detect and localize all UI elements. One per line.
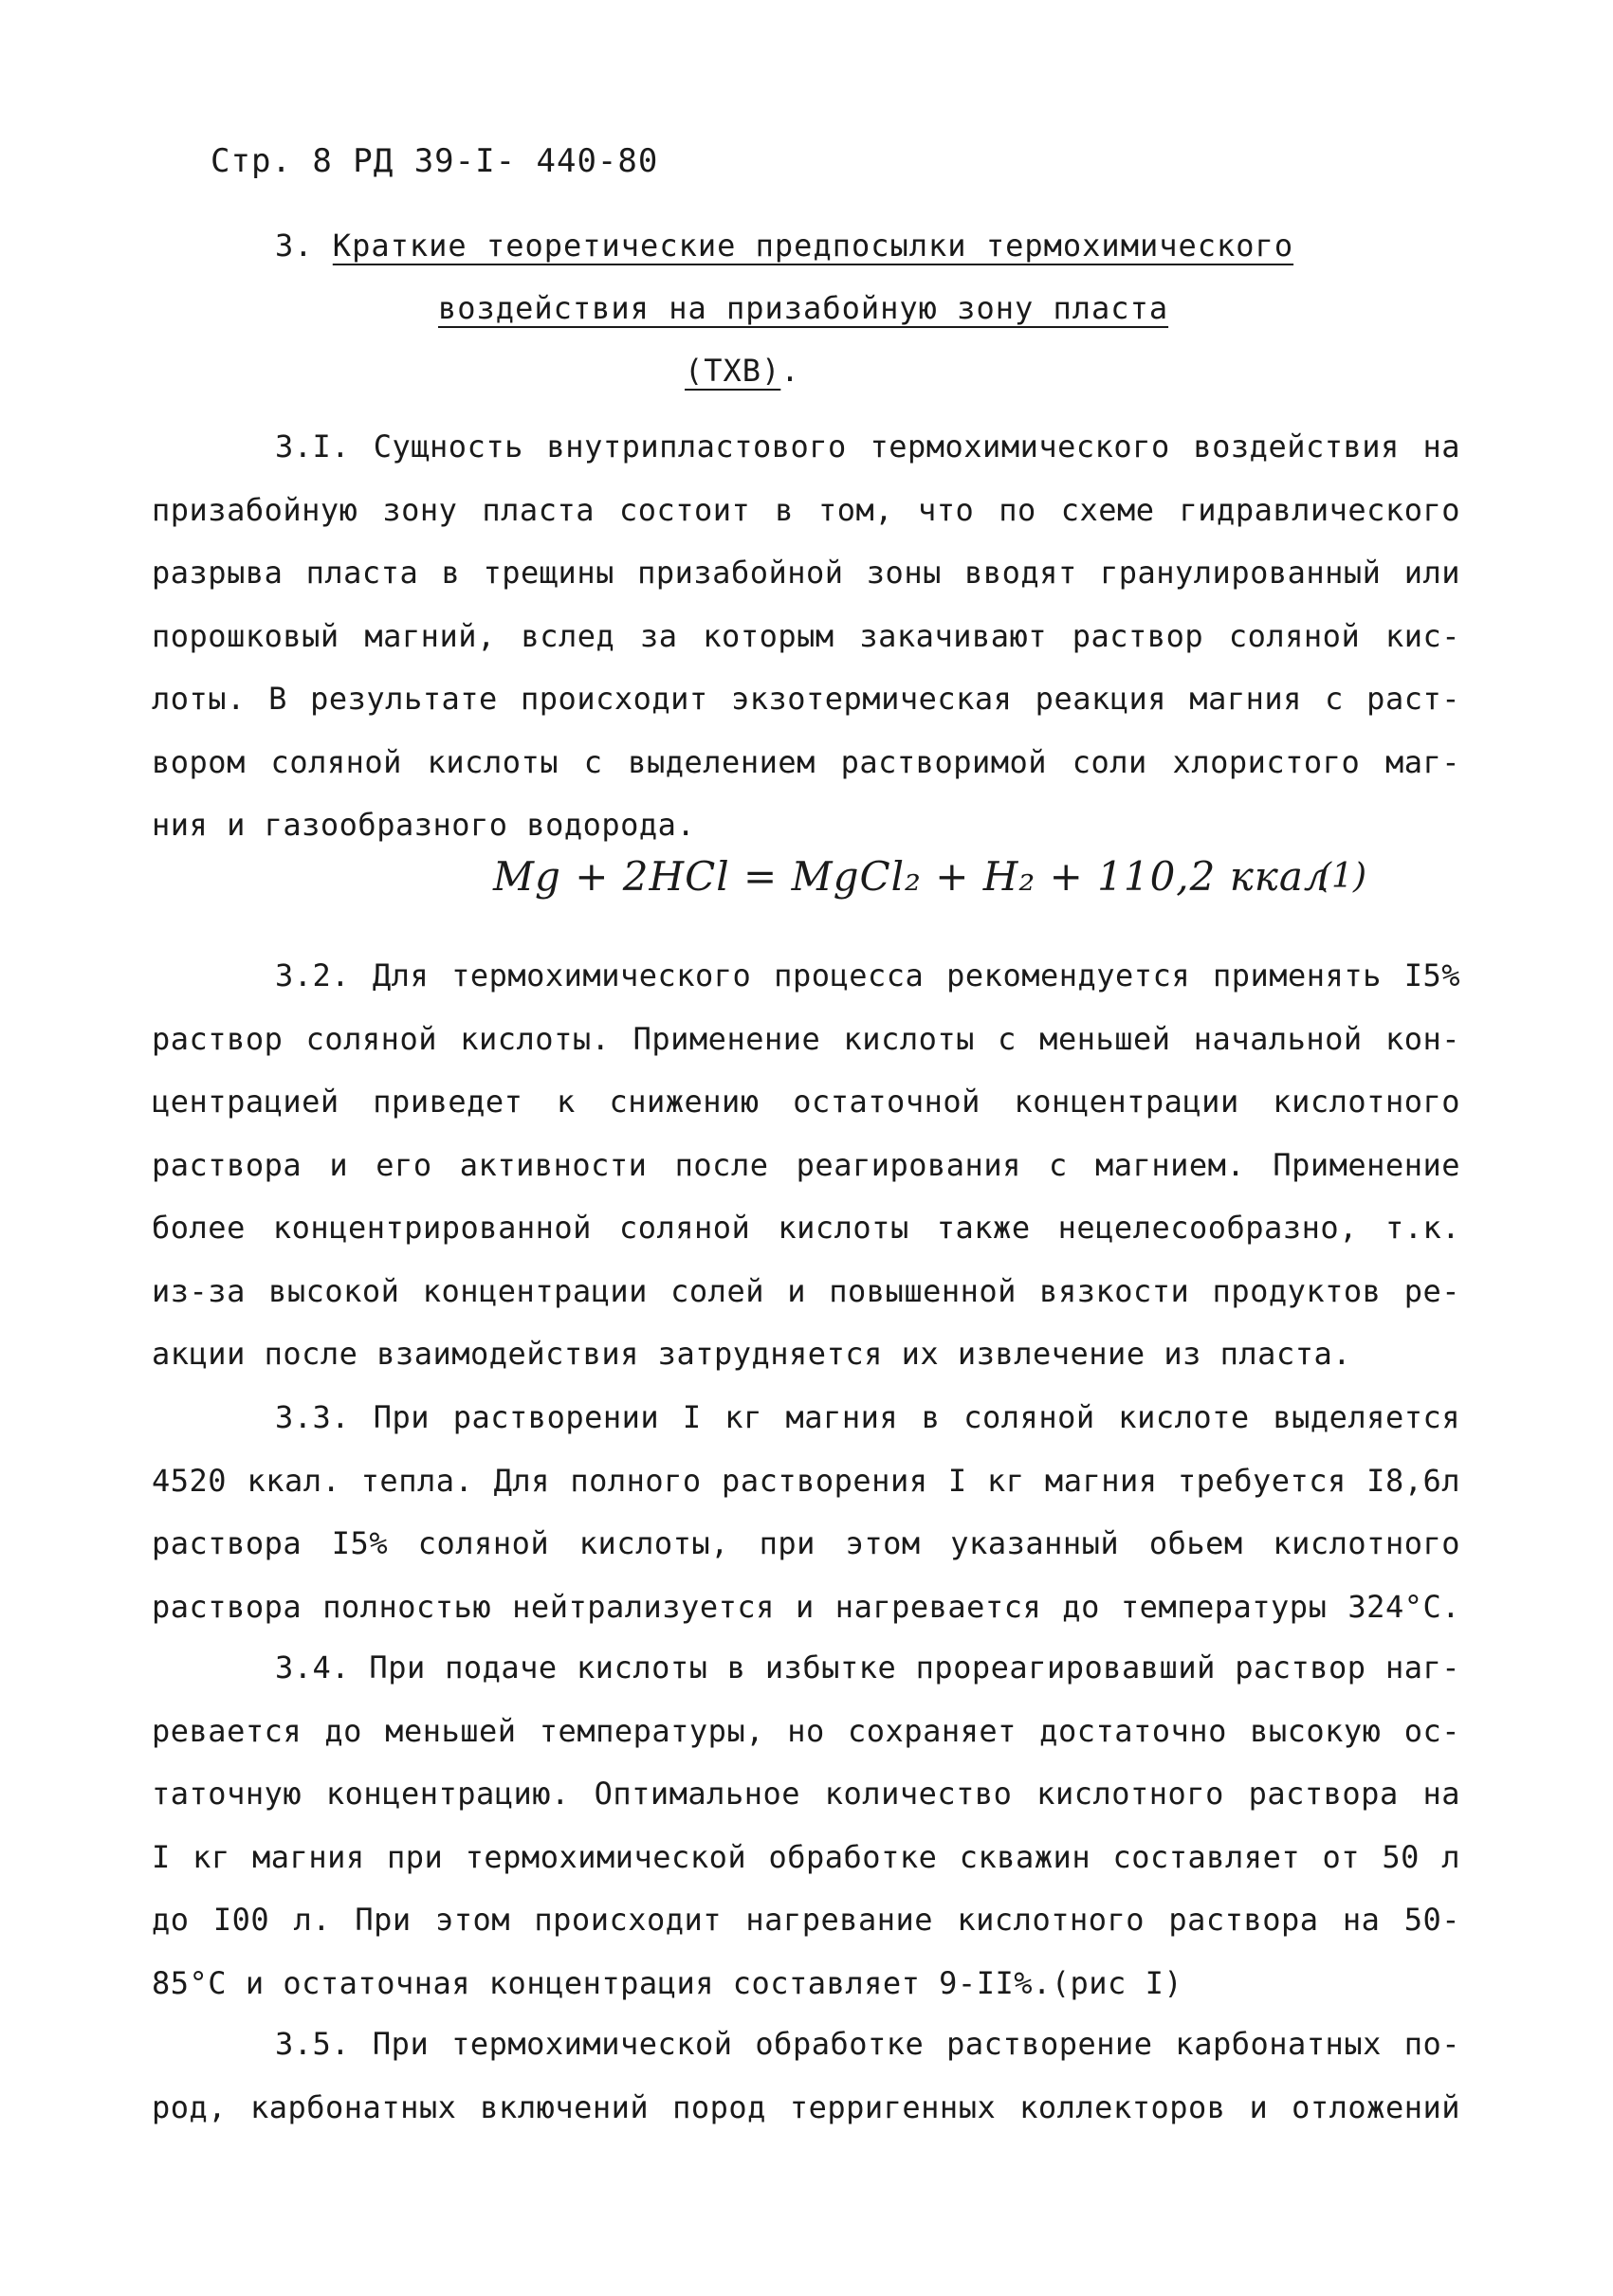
equation-formula: Mg + 2HCl = MgCl₂ + H₂ + 110,2 ккал <box>493 853 1330 900</box>
section-title-period: . <box>780 353 800 389</box>
paragraph-3-1 <box>152 415 1460 857</box>
equation-number: (1) <box>1318 857 1366 896</box>
paragraph-line: раствора и его активности после реагирования с магнием. Применение <box>152 1146 1460 1183</box>
paragraph-line: 3.I. Сущность внутрипластового термохимического воздействия на <box>275 428 1460 465</box>
paragraph-3-3 <box>152 1386 1460 1638</box>
paragraph-line: род, карбонатных включений пород терригенных коллекторов и отложений <box>152 2088 1460 2125</box>
paragraph-line: раствора I5% соляной кислоты, при этом указанный обьем кислотного <box>152 1525 1460 1561</box>
paragraph-line: центрацией приведет к снижению остаточной концентрации кислотного <box>152 1084 1460 1120</box>
section-number: 3. <box>275 228 314 264</box>
page-header: Стр. 8 РД 39-I- 440-80 <box>211 142 659 180</box>
paragraph-3-4 <box>152 1636 1460 2014</box>
paragraph-line: призабойную зону пласта состоит в том, что по схеме гидравлического <box>152 491 1460 528</box>
paragraph-line: I кг магния при термохимической обработке скважин составляет от 50 л <box>152 1838 1460 1875</box>
section-title-text-2: воздействия на призабойную зону пласта <box>438 290 1169 326</box>
paragraph-line: более концентрированной соляной кислоты также нецелесообразно, т.к. <box>152 1210 1460 1246</box>
section-title-line-1 <box>275 228 1293 264</box>
section-title-text-1: Краткие теоретические предпосылки термохимического <box>332 228 1294 264</box>
paragraph-line: таточную концентрацию. Оптимальное количество кислотного раствора на <box>152 1776 1460 1812</box>
section-title-line-2 <box>438 290 1168 326</box>
paragraph-line: 3.3. При растворении I кг магния в соляной кислоте выделяется <box>275 1399 1460 1435</box>
paragraph-line: из-за высокой концентрации солей и повышенной вязкости продуктов ре- <box>152 1272 1460 1309</box>
chemical-equation <box>152 853 1460 920</box>
paragraph-line: ревается до меньшей температуры, но сохраняет достаточно высокую ос- <box>152 1712 1460 1749</box>
paragraph-line: 3.2. Для термохимического процесса рекомендуется применять I5% <box>275 957 1460 993</box>
paragraph-line: разрыва пласта в трещины призабойной зоны вводят гранулированный или <box>152 555 1460 591</box>
paragraph-line: лоты. В результате происходит экзотермическая реакция магния с раст- <box>152 681 1460 717</box>
paragraph-line: до I00 л. При этом происходит нагревание кислотного раствора на 50- <box>152 1902 1460 1938</box>
paragraph-line: 3.5. При термохимической обработке растворение карбонатных по- <box>275 2026 1460 2062</box>
paragraph-line: раствор соляной кислоты. Применение кислоты с меньшей начальной кон- <box>152 1020 1460 1057</box>
paragraph-line: раствора полностью нейтрализуется и нагревается до температуры 324°С. <box>152 1588 1460 1625</box>
paragraph-line: 3.4. При подаче кислоты в избытке прореагировавший раствор наг- <box>275 1649 1460 1686</box>
paragraph-line: порошковый магний, вслед за которым закачивают раствор соляной кис- <box>152 617 1460 654</box>
paragraph-3-2 <box>152 944 1460 1386</box>
paragraph-3-5 <box>152 2013 1460 2139</box>
section-title-line-3 <box>685 353 800 389</box>
paragraph-line: акции после взаимодействия затрудняется их извлечение из пласта. <box>152 1336 1351 1372</box>
paragraph-line: 4520 ккал. тепла. Для полного растворения I кг магния требуется I8,6л <box>152 1462 1460 1499</box>
paragraph-line: 85°С и остаточная концентрация составляет 9-II%.(рис I) <box>152 1964 1183 2001</box>
section-title-abbreviation: (ТХВ) <box>685 353 781 389</box>
paragraph-line: вором соляной кислоты с выделением растворимой соли хлористого маг- <box>152 743 1460 780</box>
paragraph-line: ния и газообразного водорода. <box>152 807 696 843</box>
